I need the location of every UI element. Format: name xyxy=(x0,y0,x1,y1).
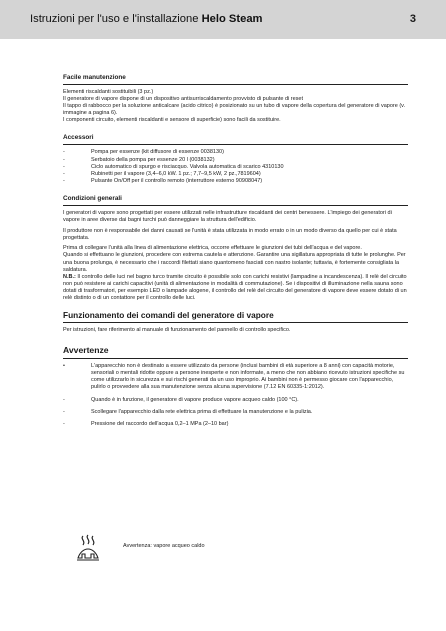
accessory-item: - Pompa per essenze (kit diffusore di essenze 0038130) xyxy=(63,149,224,156)
note-label: N.B.: xyxy=(63,273,76,280)
accessory-item-text: Serbatoio della pompa per essenze 20 l (0038132) xyxy=(91,156,215,163)
accessory-item: - Rubinetti per il vapore (3,4–6,0 kW. 1 pz.; 7,7–9,5 kW, 2 pz.,7819604) xyxy=(63,170,261,177)
warning-item-text: L'apparecchio non è destinato a essere utilizzato da persone (inclusi bambini di età superiore a 8 anni) con capacità motorie, sensoriali o mentali ridotte oppure a persone inesperte e non informate, a meno che non abbiano ricevuto istruzioni specifiche su come utilizzarlo in sicurezza e sui rischi generati da un uso improprio. Ai bambini non è permesso giocare con l'apparecchio, pulirlo o provvedere alla sua manutenzione senza alcuna supervisione (7.12 EN 60335-1:2012). xyxy=(91,363,405,391)
conditions-note xyxy=(63,274,408,302)
maintenance-line: Il generatore di vapore dispone di un dispositivo antisurriscaldamento provvisto di pulsante di reset xyxy=(63,96,303,103)
operation-divider xyxy=(63,322,408,323)
header-title-product: Helo Steam xyxy=(201,13,263,25)
note-text: Il controllo delle luci nel bagno turco tramite circuito è possibile solo con carichi resistivi (lampadine a incandescenza). Il relè del circuito non può resistere ai carichi capacitivi (unità di alimentazione in modalità di commutazione). Se i dispositivi di illuminazione nella sauna sono dotati di trasformatori, per esempio LED o lampade alogene, il controllo del relè del circuito del generatore di vapore deve essere dotato di un relè distinto o di un contattore per il controllo delle luci. xyxy=(63,273,407,301)
operation-title: Funzionamento dei comandi del generatore di vapore xyxy=(63,310,274,321)
accessory-item-text: Pulsante On/Off per il controllo remoto (interruttore esterno 90908047) xyxy=(91,177,263,184)
conditions-paragraph: Quando si effettuano le giunzioni, procedere con estrema cautela e attenzione. Garantire una sigillatura appropriata di tutte le prolunghe. Per una buona prolunga, è necessario che i raccordi filettati siano quantomeno fasciati con nastro isolante; tuttavia, è fortemente consigliata la saldatura. xyxy=(63,252,406,273)
warning-item: - Scollegare l'apparecchio dalla rete elettrica prima di effettuare la manutenzione e la pulizia. xyxy=(63,408,313,415)
accessory-item: - Pulsante On/Off per il controllo remoto (interruttore esterno 90908047) xyxy=(63,177,263,184)
conditions-divider xyxy=(63,205,408,206)
accessory-item-text: Pompa per essenze (kit diffusore di essenze 0038130) xyxy=(91,149,224,156)
conditions-paragraph: I generatori di vapore sono progettati per essere utilizzati nelle infrastrutture riscaldanti dei centri benessere. L'impiego dei generatori di vapore in aree diverse dai bagni turchi può danneggiare la struttura dell'edificio. xyxy=(63,209,392,224)
warning-item: - Pressione del raccordo dell'acqua 0,2–1 MPa (2–10 bar) xyxy=(63,420,229,427)
warning-item-text: Pressione del raccordo dell'acqua 0,2–1 MPa (2–10 bar) xyxy=(91,420,229,427)
accessory-item: - Serbatoio della pompa per essenze 20 l (0038132) xyxy=(63,156,215,163)
page-header xyxy=(0,0,446,39)
maintenance-divider xyxy=(63,84,408,85)
warning-item-text: Scollegare l'apparecchio dalla rete elettrica prima di effettuare la manutenzione e la pulizia. xyxy=(91,408,313,415)
page-content xyxy=(63,74,408,433)
warning-item-text: Quando è in funzione, il generatore di vapore produce vapore acqueo caldo (100 °C). xyxy=(91,396,299,403)
warnings-divider xyxy=(63,358,408,359)
operation-text: Per istruzioni, fare riferimento al manuale di funzionamento del pannello di controllo specifico. xyxy=(63,327,291,334)
accessories-title: Accessori xyxy=(63,134,94,142)
accessory-item: - Ciclo automatico di spurgo e risciacquo. Valvola automatica di scarico 4310130 xyxy=(63,163,284,170)
header-title xyxy=(30,13,263,25)
maintenance-line: Elementi riscaldanti sostituibili (3 pz.) xyxy=(63,89,154,95)
maintenance-line: I componenti circuito, elementi riscaldanti e sensore di superficie) sono facili da sostituire. xyxy=(63,117,281,124)
warning-item: - Quando è in funzione, il generatore di vapore produce vapore acqueo caldo (100 °C). xyxy=(63,396,299,403)
maintenance-title: Facile manutenzione xyxy=(63,74,126,81)
conditions-title: Condizioni generali xyxy=(63,194,122,202)
conditions-paragraph: Prima di collegare l'unità alla linea di alimentazione elettrica, occorre effettuare le giunzioni dei tubi dell'acqua e del vapore. xyxy=(63,245,362,252)
warnings-title: Avvertenze xyxy=(63,345,109,356)
page-number: 3 xyxy=(409,13,416,25)
accessories-divider xyxy=(63,144,408,145)
conditions-paragraph: Il produttore non è responsabile dei danni causati se l'unità è stata utilizzata in modo errato o in un modo diverso da quello per cui è stata progettata. xyxy=(63,227,397,241)
steam-warning-caption: Avvertenza: vapore acqueo caldo xyxy=(123,543,205,549)
warning-item: • L'apparecchio non è destinato a essere utilizzato da persone (inclusi bambini di età superiore a 8 anni) con capacità motorie, sensoriali o mentali ridotte oppure a persone inesperte e non informate, a meno che non abbiano ricevuto istruzioni specifiche su come utilizzarlo in sicurezza e sui rischi generati da un uso improprio. Ai bambini non è permesso giocare con l'apparecchio, pulirlo o provvedere alla sua manutenzione senza alcuna supervisione (7.12 EN 60335-1:2012). xyxy=(63,363,405,391)
hot-steam-warning-icon xyxy=(74,534,102,564)
header-title-prefix: Istruzioni per l'uso e l'installazione xyxy=(30,13,199,25)
maintenance-line: Il tappo di rabbocco per la soluzione anticalcare (acido citrico) è posizionato su un tubo di vapore della copertura del generatore di vapore (v. immagine a pagina 6). xyxy=(63,103,406,117)
accessory-item-text: Ciclo automatico di spurgo e risciacquo. Valvola automatica di scarico 4310130 xyxy=(91,163,284,170)
accessory-item-text: Rubinetti per il vapore (3,4–6,0 kW. 1 pz.; 7,7–9,5 kW, 2 pz.,7819604) xyxy=(91,170,261,177)
